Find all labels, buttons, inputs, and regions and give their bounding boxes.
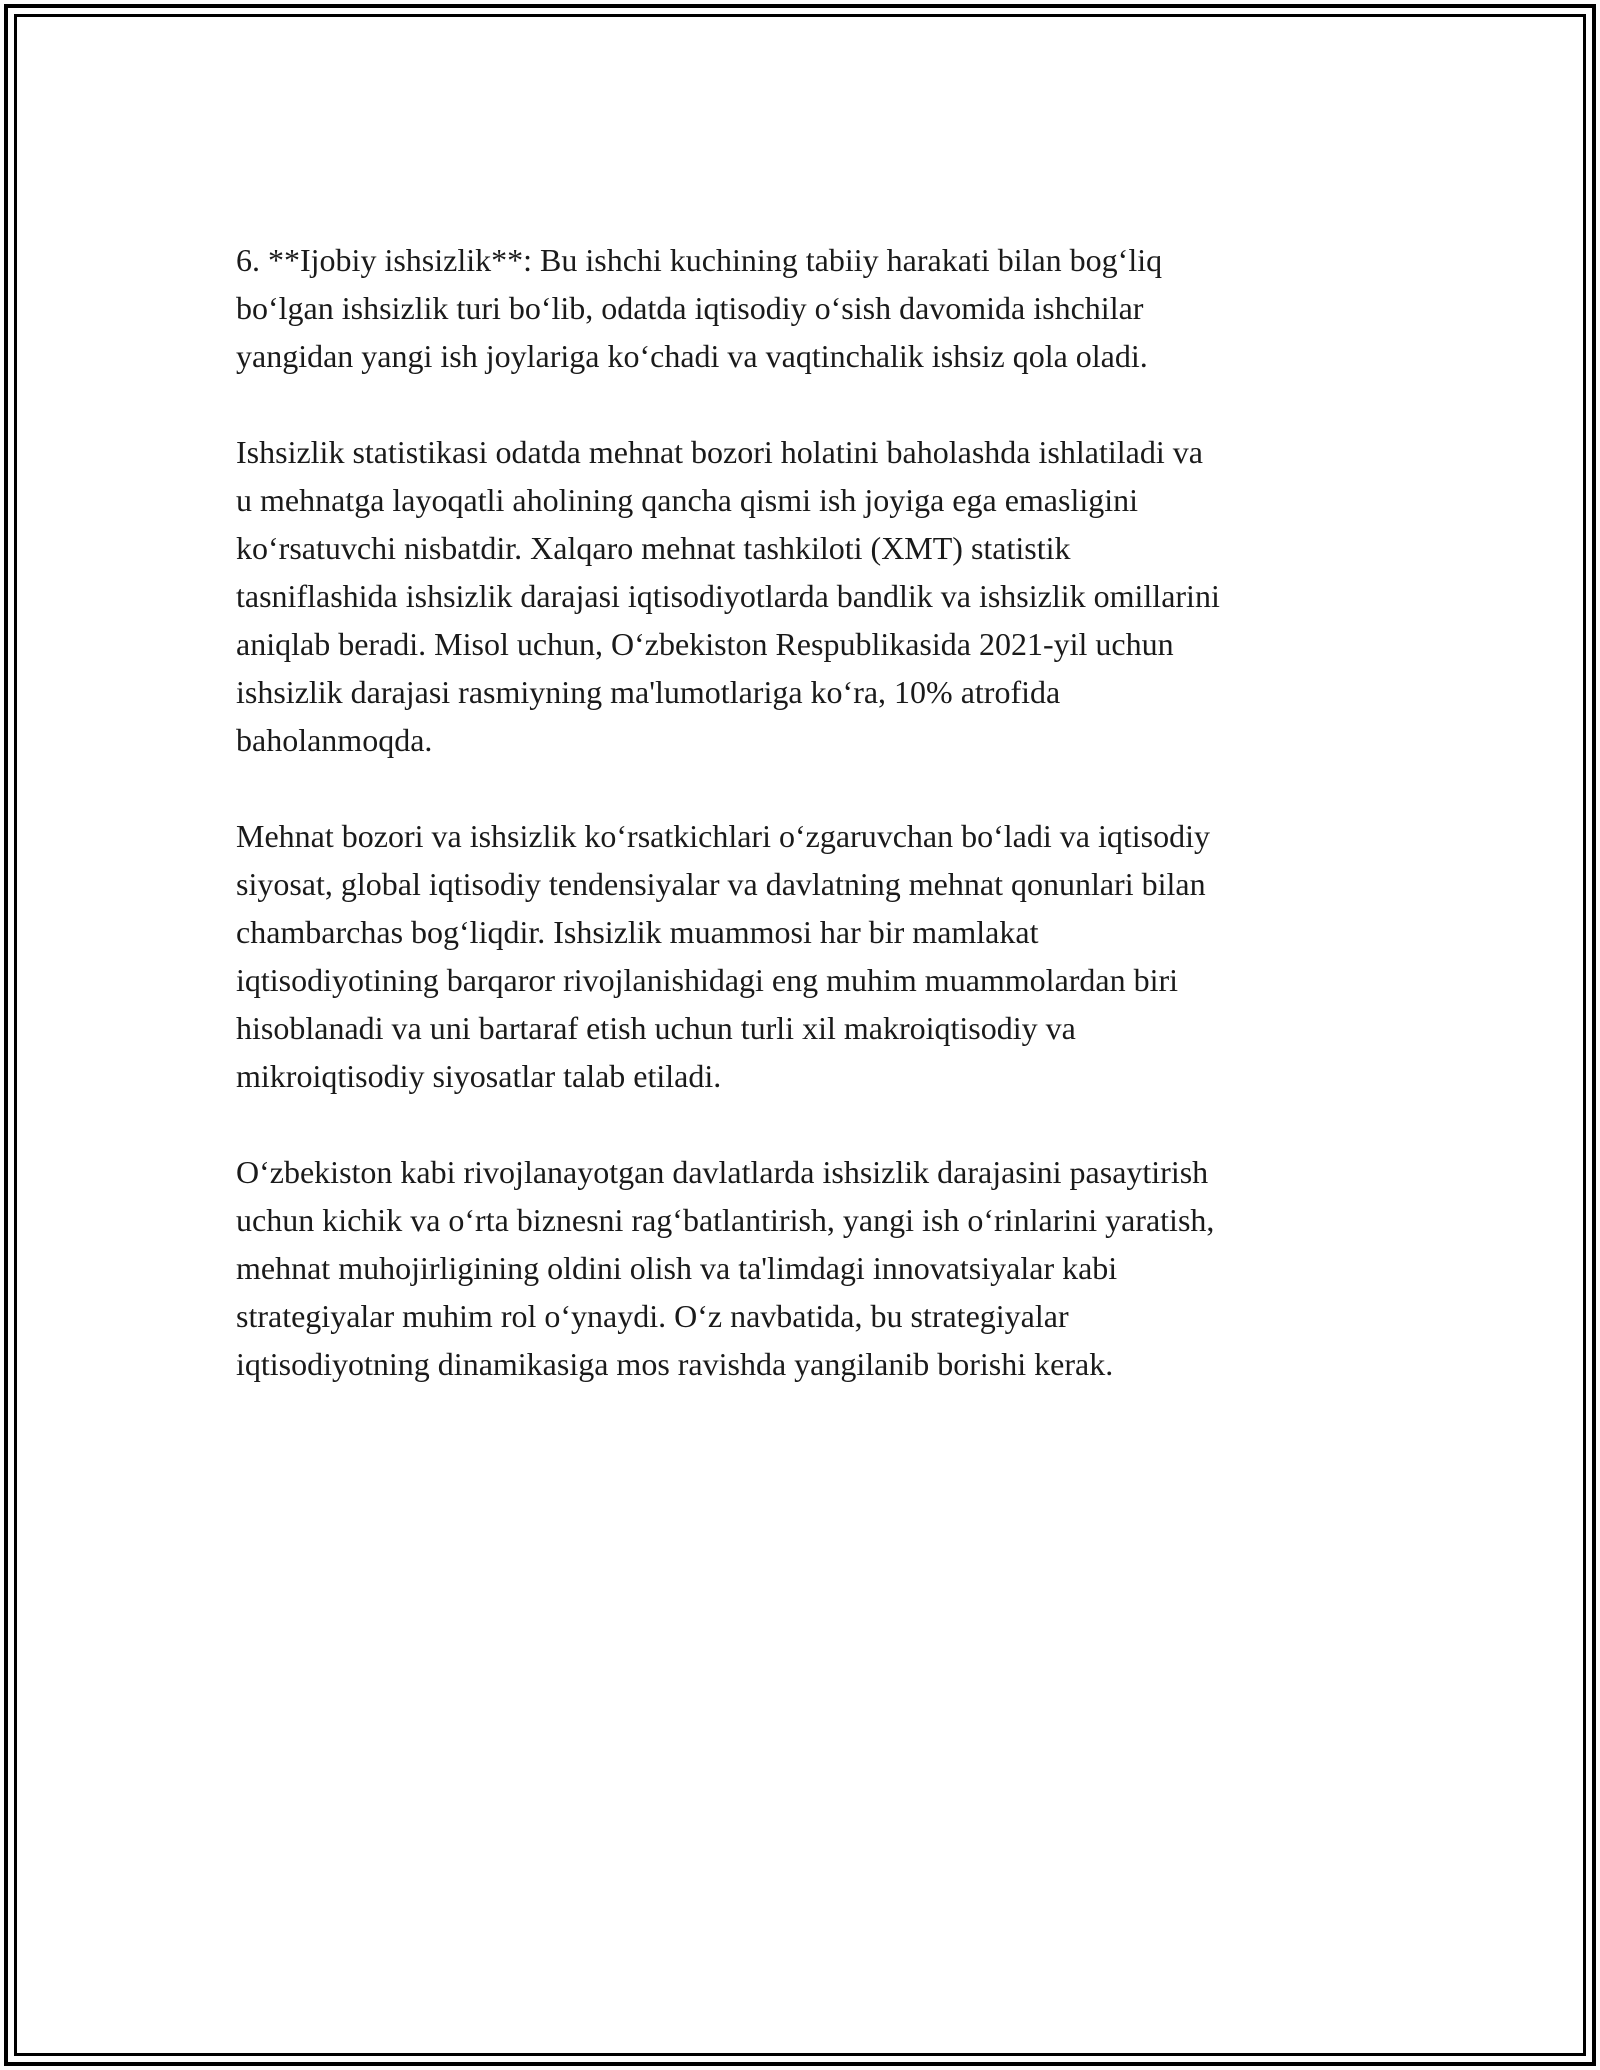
paragraph-positive-unemployment: 6. **Ijobiy ishsizlik**: Bu ishchi kuchining tabiiy harakati bilan bog‘liq bo‘lgan ishsizlik turi bo‘lib, odatda iqtisodiy o‘sish davomida ishchilar yangidan yangi ish joylariga ko‘chadi va vaqtinchalik ishsiz qola oladi. bbox=[236, 242, 1163, 374]
paragraph-unemployment-statistics: Ishsizlik statistikasi odatda mehnat bozori holatini baholashda ishlatiladi va u mehnatga layoqatli aholining qancha qismi ish joyiga ega emasligini ko‘rsatuvchi nisbatdir. Xalqaro mehnat tashkiloti (XMT) statistik tasniflashida ishsizlik darajasi iqtisodiyotlarda bandlik va ishsizlik omillarini aniqlab beradi. Misol uchun, O‘zbekiston Respublikasida 2021-yil uchun ishsizlik darajasi rasmiyning ma'lumotlariga ko‘ra, 10% atrofida baholanmoqda. bbox=[236, 434, 1220, 758]
document-body bbox=[236, 236, 1376, 1436]
paragraph-uzbekistan-strategies: O‘zbekiston kabi rivojlanayotgan davlatlarda ishsizlik darajasini pasaytirish uchun kichik va o‘rta biznesni rag‘batlantirish, yangi ish o‘rinlarini yaratish, mehnat muhojirligining oldini olish va ta'limdagi innovatsiyalar kabi strategiyalar muhim rol o‘ynaydi. O‘z navbatida, bu strategiyalar iqtisodiyotning dinamikasiga mos ravishda yangilanib borishi kerak. bbox=[236, 1154, 1215, 1382]
paragraph-labor-market-indicators: Mehnat bozori va ishsizlik ko‘rsatkichlari o‘zgaruvchan bo‘ladi va iqtisodiy siyosat, global iqtisodiy tendensiyalar va davlatning mehnat qonunlari bilan chambarchas bog‘liqdir. Ishsizlik muammosi har bir mamlakat iqtisodiyotining barqaror rivojlanishidagi eng muhim muammolardan biri hisoblanadi va uni bartaraf etish uchun turli xil makroiqtisodiy va mikroiqtisodiy siyosatlar talab etiladi. bbox=[236, 818, 1210, 1094]
